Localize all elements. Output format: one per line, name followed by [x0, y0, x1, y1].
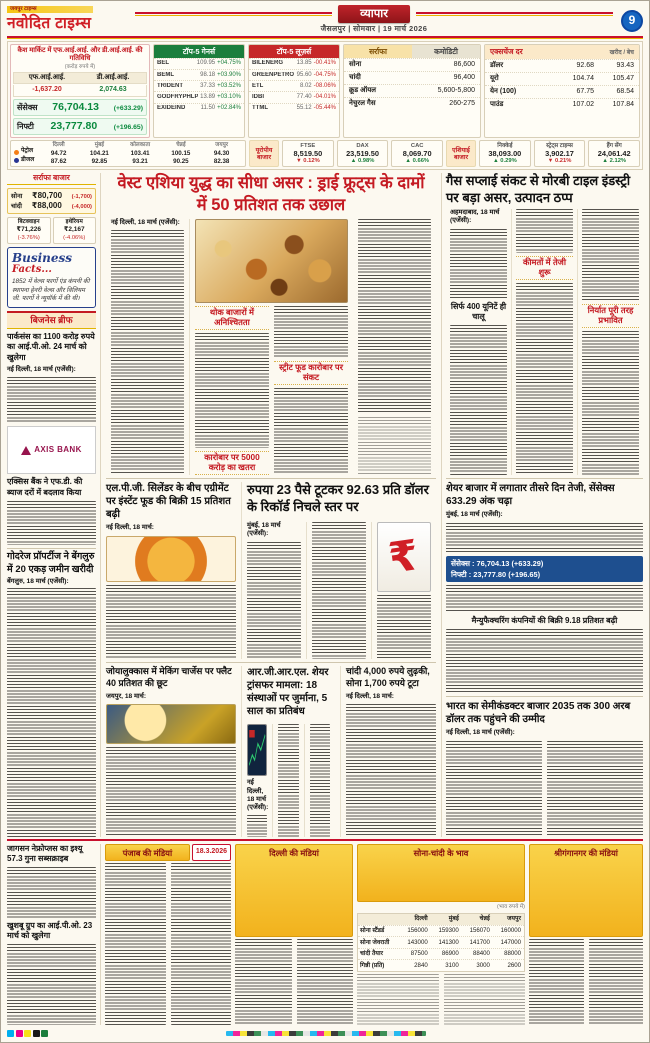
body-text-placeholder [446, 629, 643, 693]
left-rail-bottom [7, 844, 101, 1025]
commodity-row: चांदी 96,400 [344, 71, 480, 84]
masthead-divider [7, 36, 643, 39]
section-ribbon-row [135, 5, 613, 23]
body-text-placeholder [310, 724, 330, 837]
body-text-placeholder [247, 815, 267, 837]
fii-value: -1,637.20 [32, 86, 62, 94]
body-text-placeholder [516, 209, 573, 253]
body-text-placeholder [7, 588, 96, 837]
instant-food-photo [106, 536, 236, 582]
article-dateline: नई दिल्ली, 18 मार्च (एजेंसी): [111, 219, 180, 227]
article-column [106, 219, 189, 475]
delhi-mandi-table [235, 844, 353, 1025]
exchange-rate-table [484, 44, 640, 139]
body-text-placeholder [7, 501, 96, 545]
nifty-stat-line: निफ्टी : 23,777.80 (+196.65) [451, 569, 541, 579]
newspaper-title: नवोदित टाइम्स [7, 15, 92, 33]
axis-bank-photo [7, 426, 96, 474]
article-headline: जोयालुक्कास में मेकिंग चार्जेस पर फ्लैट 40 प्रतिशत की छूट [106, 666, 232, 689]
punjab-mandi-header-row [105, 844, 231, 861]
table-row: गिन्नी (प्रति) 2840 3100 3000 2600 [358, 959, 524, 971]
article-dateline: मुंबई, 18 मार्च (एजेंसी): [247, 522, 281, 538]
article-headline: गैस सप्लाई संकट से मोरबी टाइल इंडस्ट्री पर बड़ा असर, उत्पादन ठप्प [446, 173, 631, 206]
article-subhead: कीमतों में तेजी शुरू [516, 256, 573, 280]
article-subcolumns [195, 306, 348, 475]
article-column [247, 522, 306, 659]
sensex-value: 76,704.13 [52, 101, 99, 114]
body-text-placeholder [7, 867, 96, 919]
mandi-date-chip: 18.3.2026 [192, 844, 231, 861]
business-facts-box [7, 247, 96, 308]
middle-row-2 [106, 479, 436, 663]
mandi-listing-columns [105, 863, 231, 1025]
article-dateline: बेंगलुरु, 18 मार्च (एजेंसी): [7, 577, 69, 585]
top-gainers-table [153, 44, 245, 139]
yellow-mark [24, 1030, 31, 1037]
body-text-placeholder [450, 229, 507, 299]
godrej-article [7, 548, 96, 837]
loser-row: TTML 55.12 -05.44% [249, 103, 339, 114]
body-text-placeholder [446, 523, 643, 553]
body-text-placeholder [358, 417, 431, 475]
body-text-placeholder [377, 595, 431, 659]
article-column [272, 724, 303, 837]
page-number-badge: 9 [621, 10, 643, 32]
loser-row: GREENPETRO 95.60 -04.75% [249, 69, 339, 80]
gas-article-body [446, 209, 643, 475]
table-header-row: दिल्ली मुंबई चेन्नई जयपुर [358, 914, 524, 925]
article-headline: एल.पी.जी. सिलेंडर के बीच एग्रीमेंट पर इंस्टेंट फूड की बिक्री 15 प्रतिशत बढ़ी [106, 483, 231, 521]
rupee-sign-icon: ₹ [386, 531, 422, 582]
body-text-placeholder [106, 747, 236, 837]
body-text-placeholder [247, 542, 301, 660]
semiconductor-article-body [446, 741, 643, 837]
commodity-table [343, 44, 481, 139]
article-dateline: नई दिल्ली, 18 मार्च: [346, 692, 394, 700]
fii-label: एफ.आई.आई. [14, 73, 80, 84]
price-list-placeholder [589, 939, 644, 1025]
body-text-placeholder [346, 704, 436, 837]
index-card-ftse: FTSE 8,519.50 ▼ 0.12% [282, 140, 334, 167]
article-headline: भारत का सेमीकंडक्टर बाजार 2035 तक 300 अरब डॉलर तक पहुंचने की उम्मीद [446, 701, 631, 726]
middle-row-3 [106, 663, 436, 837]
exchange-cols: खरीद / बेच [609, 49, 634, 56]
price-list-placeholder [529, 939, 584, 1025]
brief-dateline: नई दिल्ली, 18 मार्च (एजेंसी): [7, 366, 76, 374]
body-text-placeholder [274, 388, 348, 475]
crypto-strip [7, 217, 96, 244]
dii-value: 2,074.63 [99, 86, 127, 94]
rupee-article-body [247, 522, 436, 659]
article-dateline: नई दिल्ली, 18 मार्च: [106, 524, 154, 532]
gainers-title: टॉप-5 गेनर्स [154, 45, 244, 58]
exchange-row: पाउंड 107.02 107.84 [485, 98, 639, 111]
business-briefs-header: बिजनेस ब्रीफ [7, 311, 96, 329]
body-text-placeholder [358, 219, 431, 414]
lpg-article [106, 482, 236, 659]
facts-text: 1852 में वेल्स फार्गो एंड कंपनी की स्थापना हेनरी वेल्स और विलियम जी. फार्गो ने न्यूयॉर्क में की थी। [12, 278, 90, 303]
section-ribbon: व्यापार [338, 5, 410, 23]
article-column [511, 209, 577, 475]
gainer-row: TRIDENT 37.33 +03.52% [154, 80, 244, 91]
bullion-box-title: सर्राफा बाजार [7, 173, 96, 184]
silver-drop-article [340, 666, 436, 837]
masthead-center [135, 5, 613, 34]
masthead-rule-left [135, 12, 332, 16]
mandi-listing-columns [357, 974, 525, 1025]
fuel-grid: दिल्ली मुंबई कोलकाता चेन्नई जयपुर 94.72 104.21 103.41 100.15 94.30 87.62 92.85 93.21 90.25 82.38 [50, 142, 230, 165]
nifty-label: निफ्टी [17, 122, 34, 132]
masthead-rule-right [416, 12, 613, 16]
table-row: सोना स्टैंडर्ड 156000 159300 156070 160000 [358, 925, 524, 937]
cyan-mark [7, 1030, 14, 1037]
article-bold-line: सिर्फ 400 यूनिटें ही चालू [450, 301, 507, 321]
black-mark [33, 1030, 40, 1037]
body-text-placeholder [450, 325, 507, 476]
rates-unit-note: (भाव रुपये में) [497, 904, 525, 911]
exchange-row: येन (100) 67.75 68.54 [485, 85, 639, 98]
color-calibration-bar [226, 1031, 426, 1036]
exchange-title: एक्सचेंज दर [490, 46, 523, 56]
article-dateline: जयपुर, 18 मार्च: [106, 692, 147, 700]
ethereum-cell: इथेरियम ₹2,167 (-4.06%) [53, 217, 97, 244]
article-column [304, 724, 335, 837]
article-headline: शेयर बाजार में लगातार तीसरे दिन तेजी, सेंसेक्स 633.29 अंक चढ़ा [446, 483, 615, 508]
fuel-price-table [10, 140, 246, 167]
rgrl-article [241, 666, 335, 837]
right-column [441, 173, 643, 837]
commodity-row: नेचुरल गैस 260-275 [344, 97, 480, 110]
market-rally-article [446, 479, 643, 697]
fii-dii-box [10, 44, 150, 139]
brief-headline: खुशबू ग्रुप का आई.पी.ओ. 23 मार्च को खुलेगा [7, 920, 93, 941]
tab-commodity: कमोडिटी [412, 45, 480, 58]
index-card-dax: DAX 23,519.50 ▲ 0.98% [337, 140, 389, 167]
article-headline: चांदी 4,000 रुपये लुढ़की, सोना 1,700 रुपये टूटा [346, 666, 430, 689]
dry-fruits-photo [195, 219, 348, 303]
content-area [7, 173, 643, 837]
middle-column [106, 173, 436, 837]
nifty-change: (+196.65) [113, 124, 143, 132]
europe-markets-label: यूरोपीय बाजार [249, 140, 279, 167]
sensex-label: सेंसेक्स [17, 103, 38, 113]
article-subhead: थोक बाजारों में अनिश्चितता [195, 306, 269, 330]
joyalukkas-article [106, 666, 236, 837]
left-rail [7, 173, 101, 837]
petrol-icon [14, 150, 19, 155]
diesel-icon [14, 158, 19, 163]
gold-silver-title: सोना-चांदी के भाव [357, 844, 525, 902]
tab-bullion: सर्राफा [344, 45, 412, 58]
article-center-columns [189, 219, 353, 475]
market-row-1 [10, 44, 640, 139]
body-text-placeholder [582, 209, 639, 301]
table-row: चांदी तैयार 87500 86900 88400 88000 [358, 948, 524, 960]
bitcoin-cell: बिटक्वाइन ₹71,226 (-3.76%) [7, 217, 51, 244]
bullion-box [7, 188, 96, 214]
facts-word: Facts... [12, 263, 52, 275]
nifty-pill [13, 118, 147, 135]
article-headline: रुपया 23 पैसे टूटकर 92.63 प्रति डॉलर के रिकॉर्ड निचले स्तर पर [247, 482, 429, 515]
sensex-stat-line: सेंसेक्स : 76,704.13 (+633.29) [451, 558, 544, 568]
table-row: सोना जेवराती 143000 141300 141700 147000 [358, 936, 524, 948]
commodity-row: क्रूड ऑयल 5,600-5,800 [344, 84, 480, 97]
city-column-header [358, 914, 400, 925]
body-text-placeholder [312, 522, 366, 659]
body-text-placeholder [7, 944, 96, 1025]
gold-silver-table [357, 913, 525, 972]
exchange-row: यूरो 104.74 105.47 [485, 72, 639, 85]
body-text-placeholder [111, 230, 184, 475]
mandi-price-band [7, 839, 643, 1025]
top-losers-table [248, 44, 340, 139]
sensex-change: (+633.29) [113, 105, 143, 113]
brief-headline: जागसन नेफ्रोप्लस का इश्यू 57.3 गुना सब्सक्राइब [7, 844, 83, 864]
price-list-placeholder [105, 863, 166, 1025]
green-mark [41, 1030, 48, 1037]
print-registration-marks [7, 1030, 48, 1037]
chart-graphic [248, 725, 266, 775]
losers-title: टॉप-5 लूज़र्स [249, 45, 339, 58]
index-card-straits: स्ट्रेट्स टाइम्स 3,902.17 ▼ 0.21% [534, 140, 586, 167]
price-list-placeholder [444, 974, 526, 1025]
index-card-nikkei: निक्केई 38,093.00 ▲ 0.29% [479, 140, 531, 167]
mandi-listing-columns [235, 939, 353, 1025]
edition-dateline: जैसलपुर | सोमवार | 19 मार्च 2026 [320, 24, 428, 34]
body-text-placeholder [446, 741, 542, 837]
asia-markets-label: एशियाई बाजार [446, 140, 476, 167]
main-headline: वेस्ट एशिया युद्ध का सीधा असर : ड्राई फ्रूट्स के दामों में 50 प्रतिशत तक उछाल [117, 174, 425, 214]
body-text-placeholder [446, 585, 643, 613]
punjab-mandi-table [105, 844, 231, 1025]
price-list-placeholder [357, 974, 439, 1025]
body-text-placeholder [274, 306, 348, 358]
nifty-value: 23,777.80 [50, 120, 98, 133]
body-text-placeholder [106, 585, 236, 660]
dii-label: डी.आई.आई. [80, 73, 146, 84]
article-dateline: नई दिल्ली, 18 मार्च (एजेंसी): [446, 729, 515, 737]
stock-chart-photo [247, 724, 267, 776]
article-headline: आर.जी.आर.एल. शेयर ट्रांसफर मामला: 18 संस्थाओं पर जुर्माना, 5 साल का प्रतिबंध [247, 667, 329, 718]
index-card-hangseng: हैंग सेंग 24,061.42 ▲ 2.12% [588, 140, 640, 167]
rgrl-article-body [247, 724, 335, 837]
article-subhead: निर्यात पूरी तरह प्रभावित [582, 304, 639, 328]
magenta-mark [16, 1030, 23, 1037]
loser-row: IDBI 77.40 -04.01% [249, 91, 339, 102]
facts-script-word: Business [12, 250, 73, 265]
edition-tag: जयपुर टाइम्स [7, 6, 93, 13]
brief-headline: पार्कसंस का 1100 करोड़ रुपये का आई.पी.ओ. 24 मार्च को खुलेगा [7, 332, 95, 362]
diesel-label-row: डीजल [14, 157, 34, 165]
fuel-labels [14, 142, 34, 165]
gainer-row: EXIDEIND 11.50 +02.84% [154, 103, 244, 114]
fii-dii-title: कैश मार्किट में एफ.आई.आई. और डी.आई.आई. की गतिविधि [17, 46, 143, 63]
article-column [371, 522, 436, 659]
article-dateline: मुंबई, 18 मार्च (एजेंसी): [446, 511, 503, 519]
article-dateline: नई दिल्ली, 18 मार्च (एजेंसी): [247, 779, 269, 812]
article-column [577, 209, 643, 475]
gainer-row: BEL 109.95 +04.75% [154, 58, 244, 69]
mandi-listing-columns [529, 939, 643, 1025]
fii-dii-values [13, 85, 147, 97]
gas-crisis-article [446, 173, 643, 479]
axis-bank-logo-icon [21, 446, 31, 455]
article-column [274, 306, 348, 475]
main-article-body [106, 219, 436, 475]
petrol-label-row: पेट्रोल [14, 148, 34, 156]
page-footer [7, 1027, 643, 1040]
article-column [446, 209, 511, 475]
article-column [195, 306, 269, 475]
body-text-placeholder [195, 333, 269, 448]
silver-row: चांदी ₹88,000 (-4,000) [11, 200, 92, 210]
commodity-row: सोना 86,600 [344, 58, 480, 71]
article-headline: गोदरेज प्रॉपर्टीज ने बेंगलुरु में 20 एकड़ जमीन खरीदी [7, 551, 95, 575]
article-subhead: मैन्युफैक्चरिंग कंपनियों की बिक्री 9.18 प्रतिशत बढ़ी [471, 616, 618, 626]
gainer-row: GODFRYPHLP 13.89 +03.10% [154, 91, 244, 102]
article-column [306, 522, 371, 659]
brand-block [7, 6, 127, 33]
article-column [353, 219, 436, 475]
fii-dii-table [13, 72, 147, 85]
gold-silver-rates-section [357, 844, 525, 1025]
fii-dii-unit: (करोड़ रुपये में) [64, 63, 96, 70]
article-column [247, 724, 272, 837]
punjab-mandi-title: पंजाब की मंडियां [105, 844, 190, 861]
body-text-placeholder [547, 741, 643, 837]
semiconductor-article [446, 697, 643, 837]
loser-row: BILENERG 13.85 -00.41% [249, 58, 339, 69]
market-row-2 [10, 140, 640, 167]
main-article [106, 173, 436, 479]
brief-headline: एक्सिस बैंक ने एफ.डी. की ब्याज दरों में बदलाव किया [7, 477, 83, 497]
body-text-placeholder [7, 377, 96, 423]
exchange-header [485, 45, 639, 60]
gold-row: सोना ₹80,700 (-1,700) [11, 190, 92, 200]
body-text-placeholder [516, 283, 573, 475]
rupee-article [241, 482, 436, 659]
sriganganagar-mandi-title: श्रीगंगानगर की मंडियां [529, 844, 643, 937]
rupee-symbol-photo [377, 522, 431, 592]
market-data-band [7, 41, 643, 171]
price-list-placeholder [235, 939, 292, 1025]
price-list-placeholder [297, 939, 354, 1025]
article-subhead: स्ट्रीट फूड कारोबार पर संकट [274, 361, 348, 385]
masthead [7, 4, 643, 34]
body-text-placeholder [278, 724, 298, 837]
sriganganagar-mandi-table [529, 844, 643, 1025]
article-dateline: अहमदाबाद, 18 मार्च (एजेंसी): [450, 209, 500, 225]
loser-row: ETL 8.02 -08.06% [249, 80, 339, 91]
axis-bank-logo-text: AXIS BANK [34, 445, 82, 455]
index-card-cac: CAC 8,069.70 ▲ 0.66% [391, 140, 443, 167]
body-text-placeholder [582, 331, 639, 475]
delhi-mandi-title: दिल्ली की मंडियां [235, 844, 353, 937]
sensex-pill [13, 99, 147, 116]
article-subhead: कारोबार पर 5000 करोड़ का खतरा [195, 451, 269, 475]
commodity-tabs [344, 45, 480, 58]
index-stats-box [446, 556, 643, 583]
gainer-row: BEML 98.18 +03.90% [154, 69, 244, 80]
jewellery-photo [106, 704, 236, 744]
exchange-row: डॉलर 92.68 93.43 [485, 59, 639, 72]
price-list-placeholder [171, 863, 232, 1025]
